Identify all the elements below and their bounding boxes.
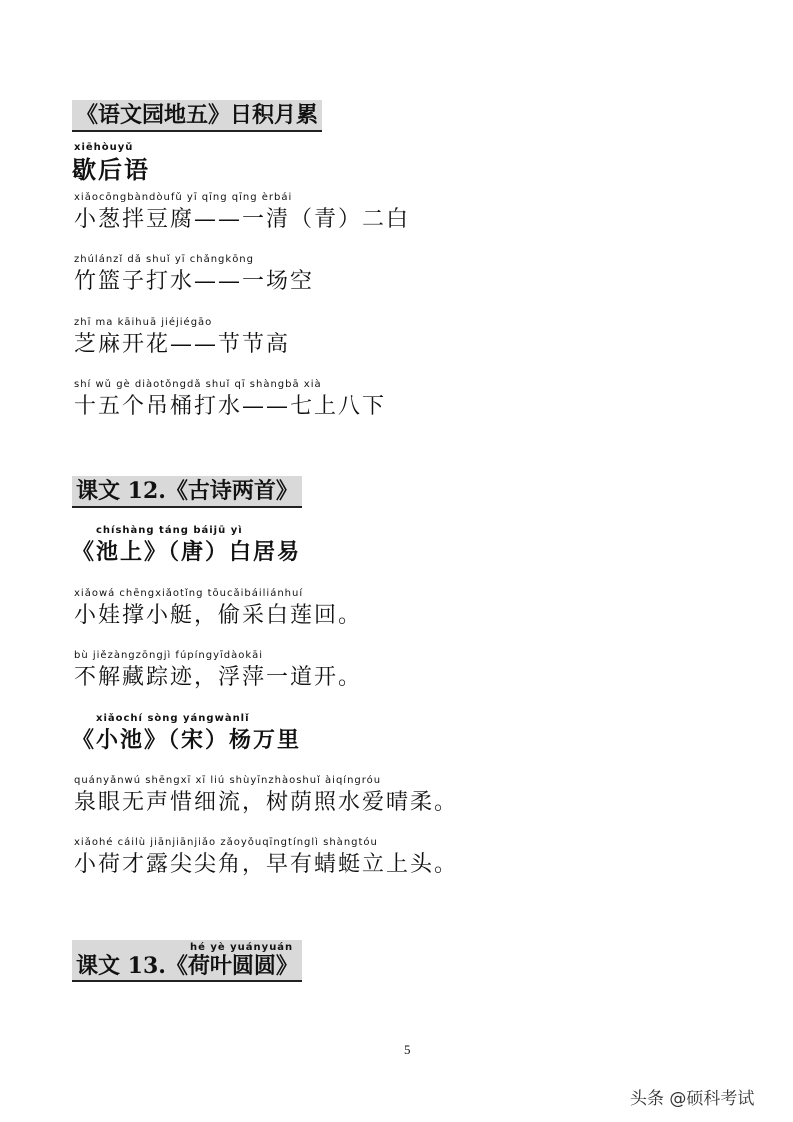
poem-title-pinyin: xiǎochí sòng yángwànlǐ	[96, 713, 250, 724]
poem-title-chishang: 《池上》（唐）白居易	[72, 539, 302, 565]
line-pinyin: xiǎocōngbàndòufǔ yī qīng qīng èrbái	[74, 192, 293, 203]
line-text: 不解藏踪迹，浮萍一道开。	[74, 665, 363, 690]
section-title-heye-yuanyuan: 课文 13.《荷叶圆圆》	[72, 940, 302, 982]
line-pinyin: zhī ma kāihuā jiéjiégāo	[74, 317, 213, 328]
line-text: 小葱拌豆腐——一清（青）二白	[74, 207, 411, 232]
line-text: 小荷才露尖尖角，早有蜻蜓立上头。	[74, 852, 459, 877]
section-title-yuwen-yuandi: 《语文园地五》日积月累	[72, 100, 322, 132]
subheading-pinyin: xiēhòuyǔ	[74, 142, 134, 153]
poem-title-xiaochi: 《小池》（宋）杨万里	[72, 727, 302, 753]
line-text: 小娃撑小艇，偷采白莲回。	[74, 603, 363, 628]
line-text: 十五个吊桶打水——七上八下	[74, 394, 387, 419]
subheading-xiehouyu: 歇后语	[72, 155, 150, 184]
line-pinyin: xiǎowá chēngxiǎotǐng tōucǎibáiliánhuí	[74, 588, 304, 599]
line-pinyin: zhúlánzǐ dǎ shuǐ yī chǎngkōng	[74, 254, 254, 265]
line-text: 竹篮子打水——一场空	[74, 269, 315, 294]
section-title-pinyin: hé yè yuányuán	[190, 942, 294, 953]
line-text: 芝麻开花——节节高	[74, 332, 291, 357]
poem-title-pinyin: chíshàng táng báijū yì	[96, 525, 243, 536]
section-title-gushi-liangshou: 课文 12.《古诗两首》	[72, 476, 302, 508]
line-pinyin: quányǎnwú shēngxī xī liú shùyīnzhàoshuǐ àiqíngróu	[74, 775, 382, 786]
page-number: 5	[404, 1042, 411, 1057]
line-pinyin: bù jiězàngzōngjì fúpíngyīdàokāi	[74, 650, 264, 661]
line-pinyin: shí wǔ gè diàotǒngdǎ shuǐ qī shàngbā xià	[74, 379, 322, 390]
watermark: 头条 @硕科考试	[630, 1089, 755, 1109]
line-text: 泉眼无声惜细流，树荫照水爱晴柔。	[74, 790, 459, 815]
line-pinyin: xiǎohé cáilù jiānjiānjiǎo zǎoyǒuqīngtínglì shàngtóu	[74, 837, 378, 848]
